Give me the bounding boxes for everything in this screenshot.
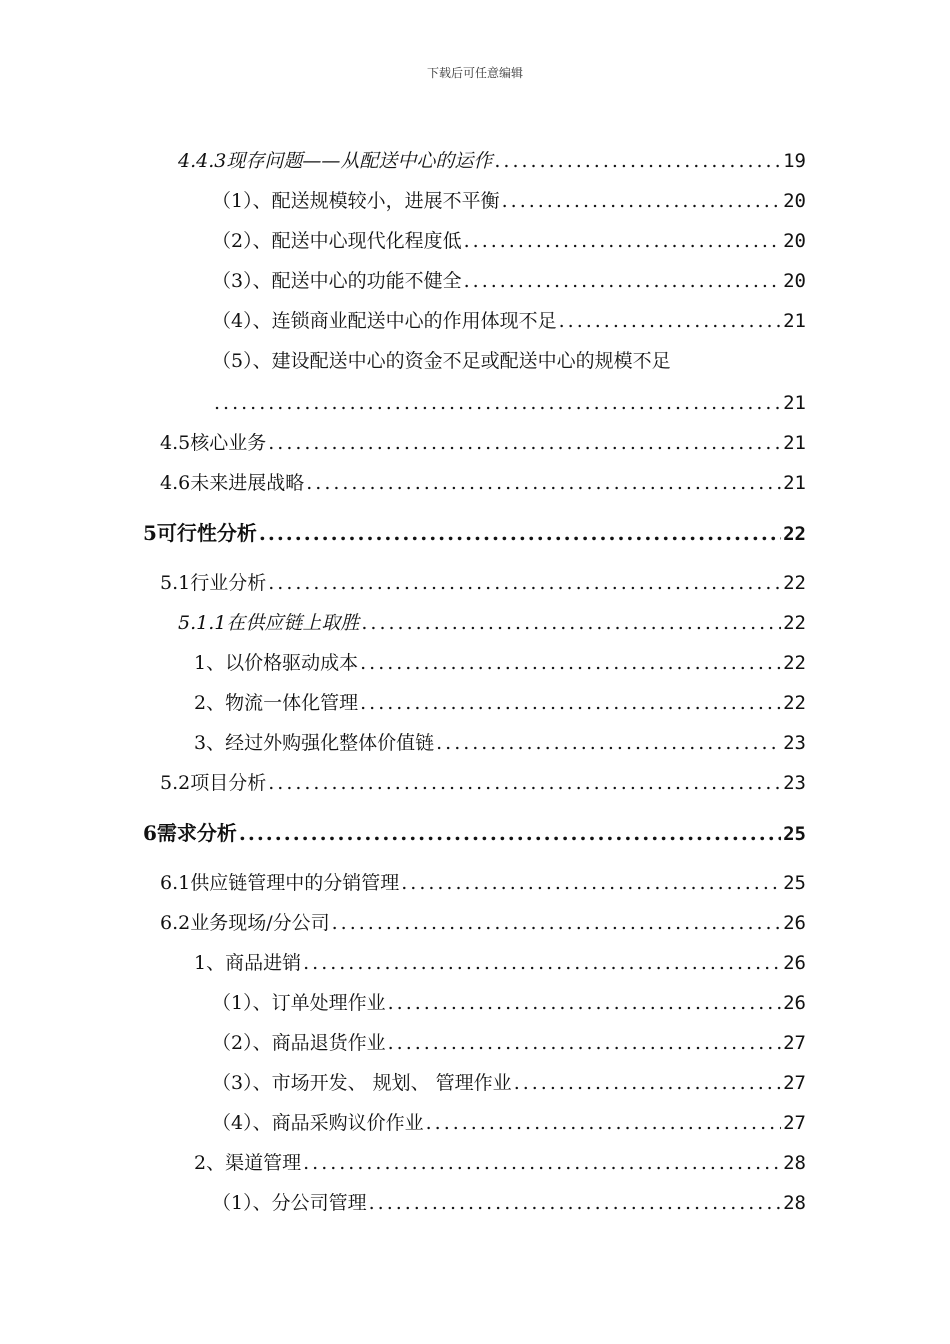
toc-leader-dots [401, 868, 781, 898]
toc-entry[interactable] [212, 346, 806, 376]
toc-leader-dots [360, 688, 781, 718]
toc-entry-number: 4.5 [160, 432, 191, 454]
toc-entry-title: 以价格驱动成本 [225, 652, 359, 674]
toc-entry[interactable] [160, 868, 806, 898]
toc-page-number: 20 [783, 270, 806, 292]
toc-leader-dots [259, 518, 781, 548]
toc-entry[interactable] [160, 768, 806, 798]
toc-entry-title: 配送规模较小，进展不平衡 [271, 190, 500, 212]
toc-page-number: 27 [783, 1112, 806, 1134]
toc-page-number: 22 [783, 612, 806, 634]
toc-entry-number: （3）、 [212, 1072, 272, 1094]
toc-entry[interactable] [178, 608, 806, 638]
toc-page-number: 23 [783, 732, 806, 754]
toc-entry-number: （2）、 [212, 230, 272, 252]
toc-entry-title: 经过外购强化整体价值链 [225, 732, 435, 754]
toc-entry-number: 2、 [194, 692, 226, 714]
toc-page-number: 25 [783, 823, 806, 845]
toc-entry[interactable] [212, 388, 806, 418]
toc-entry[interactable] [212, 226, 806, 256]
toc-leader-dots [426, 1108, 782, 1138]
toc-entry[interactable] [160, 428, 806, 458]
toc-entry-number: 6.1 [160, 872, 191, 894]
toc-entry-title: 现存问题——从配送中心的运作 [226, 150, 493, 172]
toc-entry[interactable] [143, 818, 806, 848]
toc-leader-dots [239, 818, 781, 848]
toc-page-number: 28 [783, 1152, 806, 1174]
toc-entry-title: 项目分析 [190, 772, 267, 794]
toc-leader-dots [369, 1188, 782, 1218]
toc-leader-dots [464, 226, 782, 256]
toc-entry-number: 5.1.1 [178, 612, 227, 634]
toc-entry-title: 订单处理作业 [271, 992, 386, 1014]
toc-entry-number: 1、 [194, 952, 226, 974]
toc-page-number: 21 [783, 432, 806, 454]
toc-leader-dots [306, 468, 781, 498]
toc-entry-title: 可行性分析 [156, 521, 257, 545]
toc-page-number: 27 [783, 1032, 806, 1054]
toc-entry-title: 市场开发、 规划、 管理作业 [271, 1072, 512, 1094]
toc-leader-dots [388, 988, 782, 1018]
toc-entry-title: 商品进销 [225, 952, 302, 974]
toc-entry-title: 核心业务 [190, 432, 267, 454]
toc-entry-title: 商品采购议价作业 [271, 1112, 424, 1134]
toc-entry-number: 2、 [194, 1152, 226, 1174]
toc-page-number: 22 [783, 652, 806, 674]
page-header: 下载后可任意编辑 [426, 66, 523, 80]
toc-leader-dots [514, 1068, 781, 1098]
toc-leader-dots [268, 428, 781, 458]
toc-entry-title: 未来进展战略 [190, 472, 305, 494]
toc-entry-title: 连锁商业配送中心的作用体现不足 [271, 310, 557, 332]
toc-entry-number: 5.1 [160, 572, 191, 594]
toc-entry-title: 配送中心现代化程度低 [271, 230, 462, 252]
toc-entry[interactable] [212, 306, 806, 336]
toc-entry-title: 在供应链上取胜 [226, 612, 360, 634]
toc-entry-number: 1、 [194, 652, 226, 674]
toc-entry[interactable] [212, 186, 806, 216]
toc-leader-dots [361, 608, 781, 638]
toc-page-number: 21 [783, 472, 806, 494]
toc-page-number: 27 [783, 1072, 806, 1094]
toc-entry[interactable] [194, 688, 806, 718]
toc-leader-dots [214, 388, 781, 418]
toc-leader-dots [303, 1148, 781, 1178]
toc-page-number: 22 [783, 572, 806, 594]
toc-entry[interactable] [194, 728, 806, 758]
toc-entry[interactable] [212, 1108, 806, 1138]
toc-leader-dots [303, 948, 781, 978]
toc-entry-title: 行业分析 [190, 572, 267, 594]
toc-page-number: 26 [783, 992, 806, 1014]
toc-page-number: 23 [783, 772, 806, 794]
toc-entry[interactable] [160, 468, 806, 498]
toc-leader-dots [436, 728, 781, 758]
toc-leader-dots [268, 568, 781, 598]
toc-entry[interactable] [160, 568, 806, 598]
toc-entry-number: 4.4.3 [178, 150, 227, 172]
toc-page-number: 22 [783, 692, 806, 714]
toc-entry-number: 6 [143, 821, 157, 845]
toc-entry-number: （4）、 [212, 310, 272, 332]
toc-entry[interactable] [160, 908, 806, 938]
toc-entry[interactable] [212, 1188, 806, 1218]
toc-page-number: 21 [783, 310, 806, 332]
toc-entry[interactable] [178, 146, 806, 176]
toc-entry-title: 渠道管理 [225, 1152, 302, 1174]
toc-page-number: 28 [783, 1192, 806, 1214]
toc-entry[interactable] [212, 266, 806, 296]
toc-leader-dots [360, 648, 781, 678]
toc-entry[interactable] [194, 1148, 806, 1178]
toc-leader-dots [388, 1028, 782, 1058]
toc-entry-number: 5.2 [160, 772, 191, 794]
toc-entry-number: （1）、 [212, 190, 272, 212]
toc-entry-title: 商品退货作业 [271, 1032, 386, 1054]
toc-entry-number: 6.2 [160, 912, 191, 934]
toc-entry[interactable] [143, 518, 806, 548]
toc-entry-title: 物流一体化管理 [225, 692, 359, 714]
toc-entry-number: （4）、 [212, 1112, 272, 1134]
toc-leader-dots [268, 768, 781, 798]
toc-page-number: 22 [783, 523, 806, 545]
toc-entry-number: （3）、 [212, 270, 272, 292]
toc-entry[interactable] [194, 648, 806, 678]
toc-entry-title: 建设配送中心的资金不足或配送中心的规模不足 [271, 350, 671, 372]
toc-entry-title: 供应链管理中的分销管理 [190, 872, 400, 894]
toc-entry[interactable] [212, 988, 806, 1018]
toc-entry[interactable] [212, 1028, 806, 1058]
toc-entry[interactable] [194, 948, 806, 978]
toc-entry-title: 业务现场/分公司 [190, 912, 330, 934]
toc-page-number: 26 [783, 912, 806, 934]
toc-entry[interactable] [212, 1068, 806, 1098]
toc-page-number: 20 [783, 190, 806, 212]
toc-entry-number: （1）、 [212, 992, 272, 1014]
toc-entry-number: 5 [143, 521, 157, 545]
toc-leader-dots [559, 306, 782, 336]
toc-entry-number: （5）、 [212, 350, 272, 372]
toc-leader-dots [332, 908, 781, 938]
toc-page-number: 20 [783, 230, 806, 252]
toc-entry-title: 配送中心的功能不健全 [271, 270, 462, 292]
toc-page-number: 19 [783, 150, 806, 172]
toc-entry-title: 需求分析 [156, 821, 237, 845]
toc-entry-number: 3、 [194, 732, 226, 754]
toc-leader-dots [494, 146, 781, 176]
toc-leader-dots [502, 186, 782, 216]
toc-leader-dots [464, 266, 782, 296]
toc-entry-title: 分公司管理 [271, 1192, 367, 1214]
toc-page-number: 21 [783, 392, 806, 414]
toc-page-number: 26 [783, 952, 806, 974]
toc-entry-number: （2）、 [212, 1032, 272, 1054]
toc-page-number: 25 [783, 872, 806, 894]
toc-entry-number: 4.6 [160, 472, 191, 494]
toc-entry-number: （1）、 [212, 1192, 272, 1214]
